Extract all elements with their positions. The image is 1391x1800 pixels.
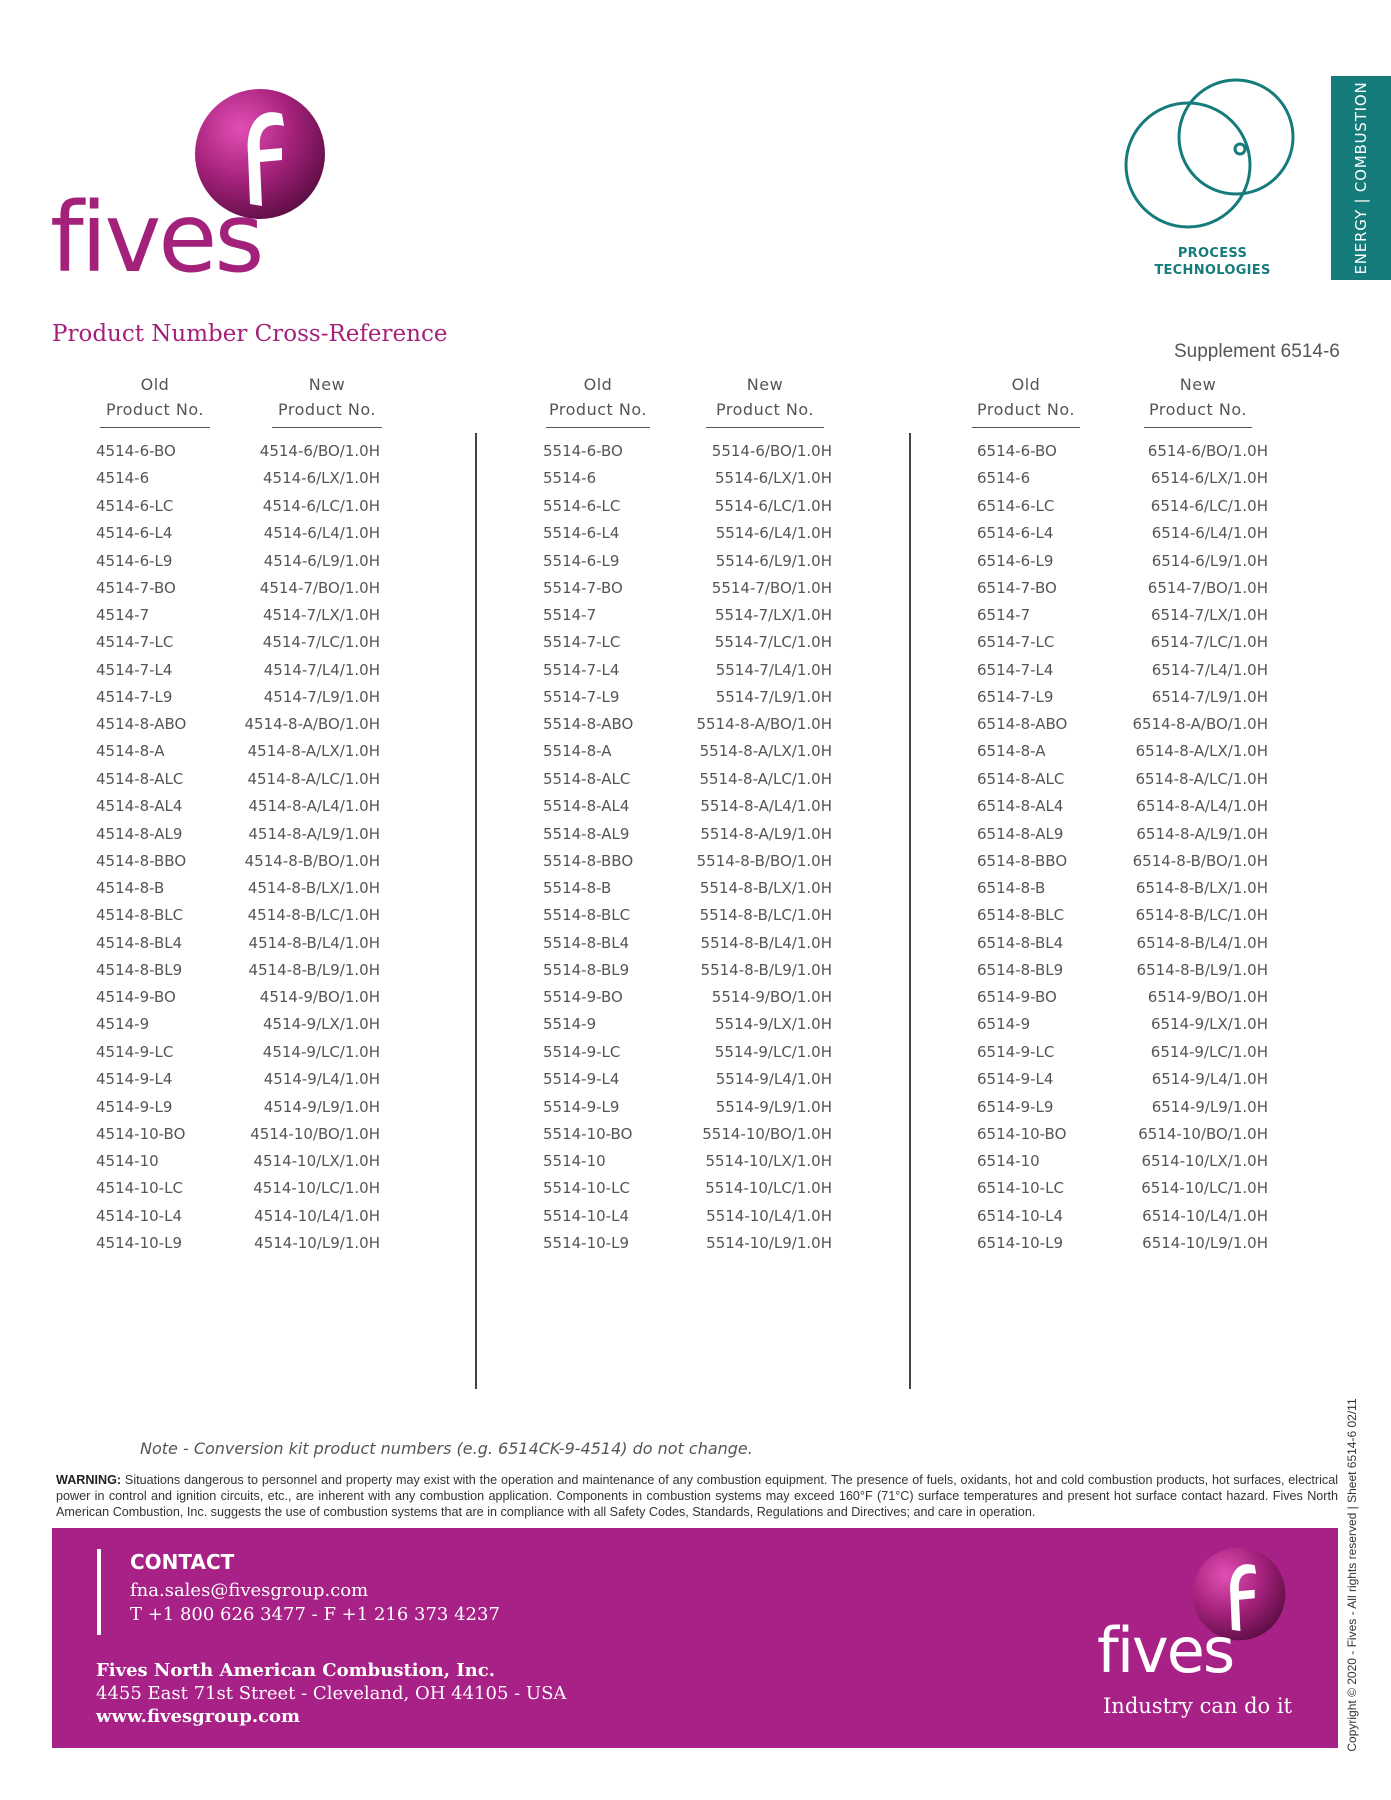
new-product-header: New Product No. <box>272 372 382 422</box>
old-product-number: 5514-7 <box>543 605 597 624</box>
new-product-number: 4514-10/BO/1.0H <box>250 1124 380 1143</box>
new-product-number: 5514-8-B/LX/1.0H <box>699 878 832 897</box>
new-product-number: 5514-9/L9/1.0H <box>715 1097 832 1116</box>
new-product-number: 6514-9/LX/1.0H <box>1150 1015 1268 1034</box>
old-product-number: 5514-8-BBO <box>543 851 634 870</box>
new-product-number: 6514-8-A/BO/1.0H <box>1132 715 1268 733</box>
contact-email-link[interactable]: fna.sales@fivesgroup.com <box>130 1580 369 1601</box>
new-product-number: 4514-6/L4/1.0H <box>263 524 380 543</box>
old-product-number: 5514-8-BL4 <box>543 933 630 952</box>
new-product-number: 4514-6/BO/1.0H <box>259 442 380 460</box>
old-product-number: 4514-6-L9 <box>96 551 173 570</box>
company-name: Fives North American Combustion, Inc. <box>96 1660 495 1681</box>
old-product-header: Old Product No. <box>546 372 650 422</box>
old-product-number: 6514-8-B <box>977 878 1046 897</box>
new-product-number: 6514-10/L9/1.0H <box>1142 1234 1268 1253</box>
new-product-number: 4514-10/L4/1.0H <box>254 1206 380 1225</box>
old-product-number: 6514-8-ABO <box>977 715 1068 733</box>
new-product-number: 6514-6/LC/1.0H <box>1150 496 1268 515</box>
new-product-number: 4514-8-A/LC/1.0H <box>247 769 380 788</box>
new-product-number: 5514-9/LX/1.0H <box>714 1015 832 1034</box>
new-product-number: 5514-10/BO/1.0H <box>702 1124 832 1143</box>
new-product-number: 4514-8-A/LX/1.0H <box>247 742 380 761</box>
new-product-number: 5514-10/L9/1.0H <box>706 1234 832 1253</box>
footer-banner <box>52 1528 1338 1748</box>
old-product-number: 5514-7-LC <box>543 633 621 652</box>
old-product-number: 6514-9 <box>977 1015 1031 1034</box>
new-product-number: 6514-8-B/LX/1.0H <box>1135 878 1268 897</box>
contact-bar <box>97 1549 101 1635</box>
new-product-number: 6514-8-A/L9/1.0H <box>1136 824 1268 843</box>
new-product-number: 6514-7/LC/1.0H <box>1150 633 1268 652</box>
old-product-number: 4514-6 <box>96 469 150 488</box>
old-product-number: 4514-7-L9 <box>96 688 173 707</box>
new-product-number: 6514-10/LX/1.0H <box>1141 1151 1268 1170</box>
company-address: 4455 East 71st Street - Cleveland, OH 44105 - USA <box>96 1683 567 1704</box>
new-product-number: 5514-9/BO/1.0H <box>711 988 832 1006</box>
old-product-number: 5514-7-L9 <box>543 688 620 707</box>
old-product-number: 4514-8-AL9 <box>96 824 183 843</box>
old-product-number: 6514-8-BL4 <box>977 933 1064 952</box>
new-product-number: 5514-7/LC/1.0H <box>714 633 832 652</box>
old-product-number: 6514-6-LC <box>977 496 1055 515</box>
new-product-number: 4514-7/BO/1.0H <box>259 578 380 597</box>
old-product-number: 4514-9-L4 <box>96 1070 173 1089</box>
old-product-number: 6514-10-L4 <box>977 1206 1063 1225</box>
new-product-number: 6514-6/L9/1.0H <box>1151 551 1268 570</box>
old-product-number: 4514-8-ABO <box>96 715 187 733</box>
side-tab-label: ENERGY | COMBUSTION <box>1352 81 1370 275</box>
old-product-number: 4514-8-ALC <box>96 769 184 788</box>
new-product-number: 4514-8-B/L4/1.0H <box>248 933 380 952</box>
process-technologies-logo <box>1120 75 1315 285</box>
column-divider <box>475 433 477 1389</box>
new-product-number: 4514-9/L9/1.0H <box>263 1097 380 1116</box>
new-product-number: 5514-8-A/LX/1.0H <box>699 742 832 761</box>
old-product-number: 6514-8-AL4 <box>977 797 1064 816</box>
old-product-number: 6514-7-L4 <box>977 660 1054 679</box>
new-product-number: 6514-6/BO/1.0H <box>1147 442 1268 460</box>
old-product-number: 4514-7-LC <box>96 633 174 652</box>
new-product-number: 4514-10/L9/1.0H <box>254 1234 380 1253</box>
new-product-number: 5514-10/LC/1.0H <box>705 1179 832 1198</box>
old-product-number: 6514-7-L9 <box>977 688 1054 707</box>
fives-logo <box>50 90 330 294</box>
fives-wordmark: fives <box>50 182 262 294</box>
old-product-number: 4514-7-L4 <box>96 660 173 679</box>
new-product-number: 6514-8-B/LC/1.0H <box>1135 906 1268 925</box>
new-product-number: 6514-8-A/LC/1.0H <box>1135 769 1268 788</box>
old-product-number: 5514-8-B <box>543 878 612 897</box>
old-product-number: 5514-9-LC <box>543 1042 621 1061</box>
new-product-number: 5514-10/L4/1.0H <box>706 1206 832 1225</box>
new-product-number: 5514-9/LC/1.0H <box>714 1042 832 1061</box>
old-product-number: 4514-8-BL4 <box>96 933 183 952</box>
old-product-number: 6514-10-BO <box>977 1124 1067 1143</box>
old-product-number: 4514-10-LC <box>96 1179 183 1198</box>
old-product-number: 5514-6 <box>543 469 597 488</box>
new-product-number: 6514-7/BO/1.0H <box>1147 578 1268 597</box>
old-product-number: 5514-8-BLC <box>543 906 631 925</box>
old-product-number: 6514-10-LC <box>977 1179 1064 1198</box>
new-product-number: 5514-8-B/LC/1.0H <box>699 906 832 925</box>
new-product-number: 4514-6/L9/1.0H <box>263 551 380 570</box>
new-product-number: 5514-9/L4/1.0H <box>715 1070 832 1089</box>
contact-title: CONTACT <box>130 1550 235 1574</box>
new-product-number: 6514-6/L4/1.0H <box>1151 524 1268 543</box>
old-product-number: 6514-9-LC <box>977 1042 1055 1061</box>
overlapping-circles-icon <box>1120 75 1315 240</box>
warning-label: WARNING: <box>56 1473 122 1487</box>
old-product-number: 6514-10-L9 <box>977 1234 1063 1253</box>
new-product-number: 6514-9/L9/1.0H <box>1151 1097 1268 1116</box>
new-product-number: 6514-8-A/L4/1.0H <box>1136 797 1268 816</box>
new-product-number: 5514-6/LX/1.0H <box>714 469 832 488</box>
footer-wordmark: fives <box>1097 1614 1234 1687</box>
old-product-number: 5514-7-L4 <box>543 660 620 679</box>
new-product-number: 5514-7/LX/1.0H <box>714 605 832 624</box>
old-product-number: 5514-6-L9 <box>543 551 620 570</box>
old-product-number: 5514-9-BO <box>543 988 623 1006</box>
contact-phone: T +1 800 626 3477 - F +1 216 373 4237 <box>130 1604 500 1625</box>
new-product-number: 5514-8-A/L4/1.0H <box>700 797 832 816</box>
new-product-header: New Product No. <box>1144 372 1252 422</box>
old-product-number: 4514-6-LC <box>96 496 174 515</box>
old-product-number: 4514-9-BO <box>96 988 176 1006</box>
old-product-number: 5514-8-A <box>543 742 612 761</box>
old-product-number: 6514-6-BO <box>977 442 1057 460</box>
warning-text <box>56 1472 1338 1520</box>
new-product-number: 6514-7/LX/1.0H <box>1150 605 1268 624</box>
new-product-number: 5514-8-A/LC/1.0H <box>699 769 832 788</box>
old-product-header: Old Product No. <box>100 372 210 422</box>
old-product-number: 4514-8-BLC <box>96 906 184 925</box>
new-product-number: 6514-8-B/L4/1.0H <box>1136 933 1268 952</box>
old-product-number: 6514-8-BLC <box>977 906 1065 925</box>
new-product-number: 4514-6/LC/1.0H <box>262 496 380 515</box>
copyright-text: Copyright © 2020 - Fives - All rights reserved | Sheet 6514-6 02/11 <box>1345 1398 1359 1752</box>
new-product-number: 4514-9/BO/1.0H <box>259 988 380 1006</box>
old-product-number: 6514-6 <box>977 469 1031 488</box>
old-product-number: 5514-10-BO <box>543 1124 633 1143</box>
old-product-number: 6514-8-BL9 <box>977 961 1064 980</box>
old-product-number: 4514-8-BBO <box>96 851 187 870</box>
supplement-label: Supplement 6514-6 <box>1174 341 1340 362</box>
old-product-number: 6514-8-ALC <box>977 769 1065 788</box>
old-product-number: 5514-10-L9 <box>543 1234 629 1253</box>
new-product-number: 5514-10/LX/1.0H <box>705 1151 832 1170</box>
website-link[interactable]: www.fivesgroup.com <box>96 1706 301 1727</box>
new-product-number: 4514-8-A/L4/1.0H <box>248 797 380 816</box>
new-product-number: 4514-7/LX/1.0H <box>262 605 380 624</box>
warning-body: Situations dangerous to personnel and property may exist with the operation and maintenance of any combustion equipment. The presence of fuels, oxidants, hot and cold combustion products, hot surfaces, electrical power in control and ignition circuits, etc., are inherent with any combustion application. Components in combustion systems may exceed 160°F (71°C) surface temperatures and present hot surface contact hazard. Fives North American Combustion, Inc. suggests the use of combustion systems that are in compliance with all Safety Codes, Standards, Regulations and Directives; and care in operation. <box>56 1473 1338 1519</box>
new-product-number: 6514-7/L4/1.0H <box>1151 660 1268 679</box>
old-product-number: 4514-7 <box>96 605 150 624</box>
process-technologies-text: PROCESS TECHNOLOGIES <box>1154 246 1271 278</box>
new-product-number: 4514-7/L9/1.0H <box>263 688 380 707</box>
old-product-number: 5514-8-AL4 <box>543 797 630 816</box>
new-product-number: 5514-8-A/BO/1.0H <box>696 715 832 733</box>
old-product-number: 5514-9-L4 <box>543 1070 620 1089</box>
new-product-number: 4514-8-B/LX/1.0H <box>247 878 380 897</box>
new-product-number: 4514-10/LX/1.0H <box>253 1151 380 1170</box>
old-product-number: 5514-6-BO <box>543 442 623 460</box>
old-product-number: 5514-10 <box>543 1151 606 1170</box>
new-product-number: 4514-8-A/L9/1.0H <box>248 824 380 843</box>
new-product-number: 5514-6/LC/1.0H <box>714 496 832 515</box>
new-product-number: 4514-6/LX/1.0H <box>262 469 380 488</box>
new-product-number: 5514-7/L9/1.0H <box>715 688 832 707</box>
new-product-header: New Product No. <box>706 372 824 422</box>
old-product-number: 4514-10-L9 <box>96 1234 182 1253</box>
energy-combustion-tab <box>1331 76 1391 280</box>
column-divider <box>909 433 911 1389</box>
old-product-number: 4514-10-L4 <box>96 1206 182 1225</box>
new-product-number: 5514-7/L4/1.0H <box>715 660 832 679</box>
old-product-number: 6514-9-BO <box>977 988 1057 1006</box>
new-product-number: 6514-8-B/BO/1.0H <box>1132 851 1268 870</box>
page-title: Product Number Cross-Reference <box>52 321 448 347</box>
old-product-number: 4514-8-AL4 <box>96 797 183 816</box>
new-product-number: 5514-7/BO/1.0H <box>711 578 832 597</box>
new-product-number: 5514-6/L9/1.0H <box>715 551 832 570</box>
old-product-number: 4514-9-L9 <box>96 1097 173 1116</box>
new-product-number: 6514-9/LC/1.0H <box>1150 1042 1268 1061</box>
new-product-number: 4514-8-A/BO/1.0H <box>244 715 380 733</box>
new-product-number: 6514-9/L4/1.0H <box>1151 1070 1268 1089</box>
new-product-number: 4514-9/LX/1.0H <box>262 1015 380 1034</box>
new-product-number: 4514-9/L4/1.0H <box>263 1070 380 1089</box>
new-product-number: 6514-8-A/LX/1.0H <box>1135 742 1268 761</box>
old-product-number: 6514-7 <box>977 605 1031 624</box>
old-product-number: 5514-7-BO <box>543 578 623 597</box>
new-product-number: 5514-6/BO/1.0H <box>711 442 832 460</box>
old-product-number: 4514-8-BL9 <box>96 961 183 980</box>
old-product-number: 4514-10-BO <box>96 1124 186 1143</box>
old-product-number: 5514-10-LC <box>543 1179 630 1198</box>
old-product-number: 5514-10-L4 <box>543 1206 629 1225</box>
new-product-number: 5514-6/L4/1.0H <box>715 524 832 543</box>
old-product-number: 5514-8-AL9 <box>543 824 630 843</box>
old-product-number: 6514-8-BBO <box>977 851 1068 870</box>
old-product-number: 6514-6-L4 <box>977 524 1054 543</box>
conversion-kit-note: Note - Conversion kit product numbers (e.g. 6514CK-9-4514) do not change. <box>140 1439 753 1458</box>
new-product-number: 6514-9/BO/1.0H <box>1147 988 1268 1006</box>
old-product-number: 6514-9-L9 <box>977 1097 1054 1116</box>
new-product-number: 5514-8-A/L9/1.0H <box>700 824 832 843</box>
old-product-number: 4514-6-BO <box>96 442 176 460</box>
old-product-header: Old Product No. <box>972 372 1080 422</box>
old-product-number: 6514-8-A <box>977 742 1046 761</box>
old-product-number: 5514-6-L4 <box>543 524 620 543</box>
old-product-number: 6514-7-BO <box>977 578 1057 597</box>
new-product-number: 4514-7/L4/1.0H <box>263 660 380 679</box>
old-product-number: 5514-6-LC <box>543 496 621 515</box>
old-product-number: 4514-6-L4 <box>96 524 173 543</box>
old-product-number: 4514-10 <box>96 1151 159 1170</box>
footer-tagline: Industry can do it <box>1103 1694 1292 1718</box>
new-product-number: 6514-8-B/L9/1.0H <box>1136 961 1268 980</box>
old-product-number: 5514-9 <box>543 1015 597 1034</box>
footer-fives-logo <box>1097 1548 1327 1748</box>
new-product-number: 4514-10/LC/1.0H <box>253 1179 380 1198</box>
old-product-number: 4514-9-LC <box>96 1042 174 1061</box>
new-product-number: 6514-10/L4/1.0H <box>1142 1206 1268 1225</box>
new-product-number: 5514-8-B/L4/1.0H <box>700 933 832 952</box>
new-product-number: 6514-7/L9/1.0H <box>1151 688 1268 707</box>
new-product-number: 4514-8-B/L9/1.0H <box>248 961 380 980</box>
new-product-number: 5514-8-B/BO/1.0H <box>696 851 832 870</box>
old-product-number: 6514-6-L9 <box>977 551 1054 570</box>
new-product-number: 6514-10/LC/1.0H <box>1141 1179 1268 1198</box>
new-product-number: 6514-10/BO/1.0H <box>1138 1124 1268 1143</box>
old-product-number: 6514-8-AL9 <box>977 824 1064 843</box>
new-product-number: 4514-8-B/LC/1.0H <box>247 906 380 925</box>
old-product-number: 6514-7-LC <box>977 633 1055 652</box>
old-product-number: 6514-10 <box>977 1151 1040 1170</box>
old-product-number: 5514-9-L9 <box>543 1097 620 1116</box>
new-product-number: 6514-6/LX/1.0H <box>1150 469 1268 488</box>
old-product-number: 4514-9 <box>96 1015 150 1034</box>
old-product-number: 5514-8-ALC <box>543 769 631 788</box>
old-product-number: 4514-8-B <box>96 878 165 897</box>
old-product-number: 5514-8-ABO <box>543 715 634 733</box>
old-product-number: 4514-8-A <box>96 742 165 761</box>
new-product-number: 4514-7/LC/1.0H <box>262 633 380 652</box>
new-product-number: 5514-8-B/L9/1.0H <box>700 961 832 980</box>
old-product-number: 5514-8-BL9 <box>543 961 630 980</box>
old-product-number: 6514-9-L4 <box>977 1070 1054 1089</box>
new-product-number: 4514-8-B/BO/1.0H <box>244 851 380 870</box>
new-product-number: 4514-9/LC/1.0H <box>262 1042 380 1061</box>
old-product-number: 4514-7-BO <box>96 578 176 597</box>
